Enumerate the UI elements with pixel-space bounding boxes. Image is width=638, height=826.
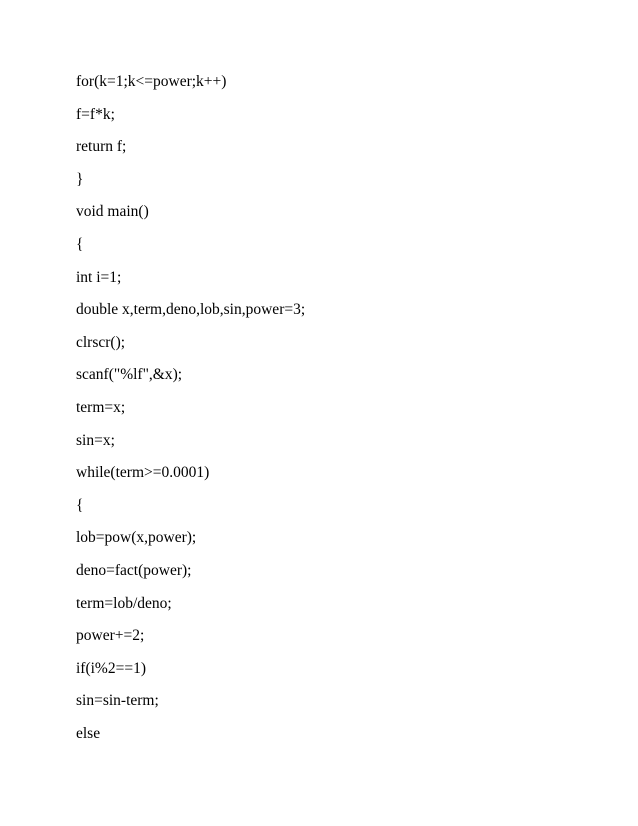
code-line: int i=1;	[76, 268, 122, 286]
code-line: while(term>=0.0001)	[76, 464, 210, 482]
code-line: if(i%2==1)	[76, 659, 146, 677]
code-line: scanf("%lf",&x);	[76, 366, 183, 384]
code-listing	[76, 72, 305, 756]
code-line: else	[76, 724, 101, 742]
code-line: clrscr();	[76, 333, 126, 351]
code-line: power+=2;	[76, 627, 145, 645]
code-line: term=x;	[76, 398, 126, 416]
code-line: double x,term,deno,lob,sin,power=3;	[76, 301, 306, 319]
code-line: void main()	[76, 203, 149, 221]
code-line: }	[76, 170, 84, 188]
code-line: f=f*k;	[76, 105, 115, 123]
code-line: sin=sin-term;	[76, 692, 159, 710]
code-line: lob=pow(x,power);	[76, 529, 197, 547]
code-line: {	[76, 496, 84, 514]
code-line: {	[76, 235, 84, 253]
code-line: deno=fact(power);	[76, 561, 192, 579]
code-line: for(k=1;k<=power;k++)	[76, 73, 227, 90]
code-line: term=lob/deno;	[76, 594, 172, 612]
code-line: sin=x;	[76, 431, 115, 449]
code-line: return f;	[76, 138, 127, 156]
